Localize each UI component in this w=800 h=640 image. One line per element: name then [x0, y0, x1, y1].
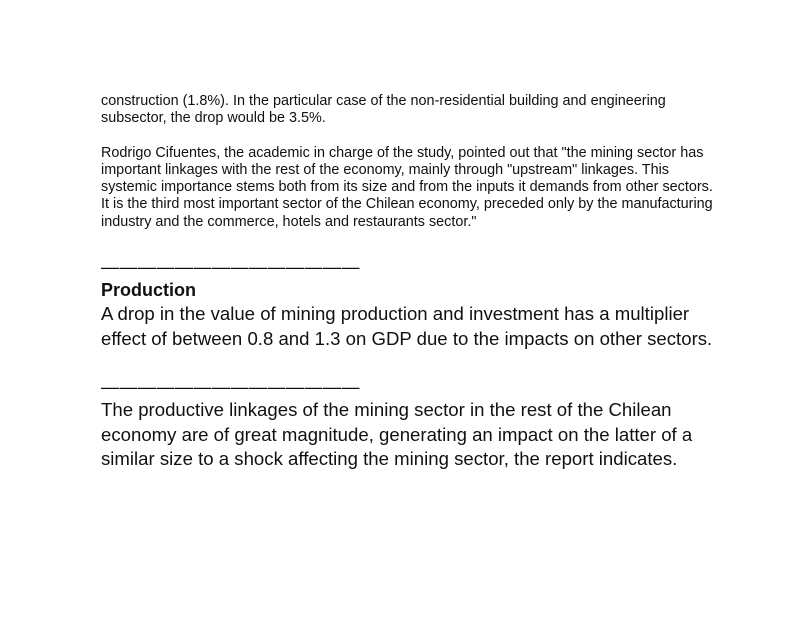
spacer [101, 231, 721, 256]
separator-line-1: —————————————— [101, 257, 360, 278]
section-heading-production: Production [101, 280, 196, 301]
paragraph-linkages: The productive linkages of the mining sector in the rest of the Chilean economy are of great magnitude, generating an impact on the latter of a similar size to a shock affecting the mining sector, the report indicates. [101, 399, 693, 470]
paragraph-production: A drop in the value of mining production and investment has a multiplier effect of between 0.8 and 1.3 on GDP due to the impacts on other sectors. [101, 303, 713, 349]
spacer [101, 128, 721, 145]
document-page [101, 93, 721, 472]
spacer [101, 351, 721, 376]
paragraph-construction: construction (1.8%). In the particular case of the non-residential building and engineering subsector, the drop would be 3.5%. [101, 93, 666, 127]
paragraph-cifuentes-quote: Rodrigo Cifuentes, the academic in charge of the study, pointed out that "the mining sector has important linkages with the rest of the economy, mainly through "upstream" linkages. This systemic importance stems both from its size and from the inputs it demands from other sectors. It is the third most important sector of the Chilean economy, preceded only by the manufacturing industry and the commerce, hotels and restaurants sector." [101, 144, 713, 230]
separator-line-2: —————————————— [101, 377, 360, 398]
